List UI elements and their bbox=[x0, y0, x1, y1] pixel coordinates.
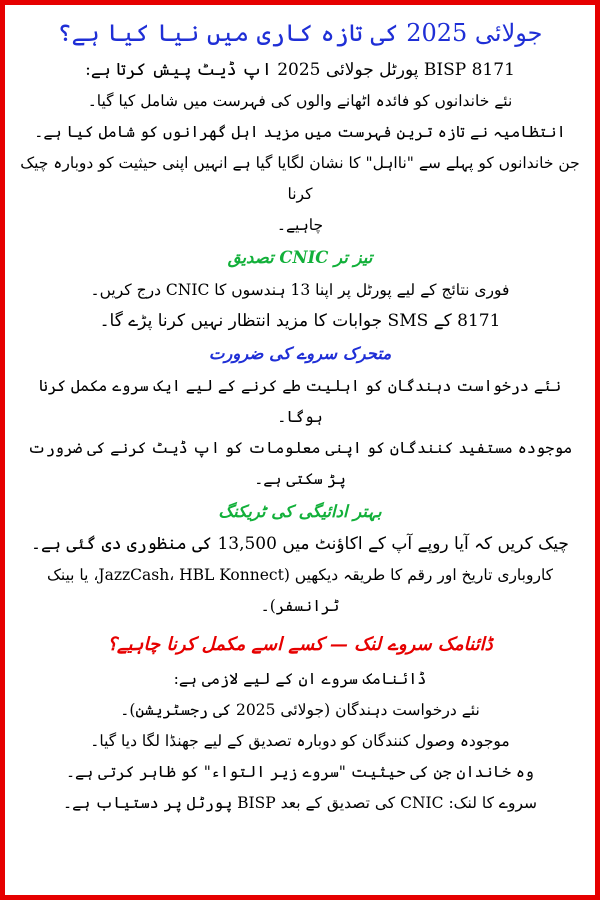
cnic-point: 8171 کے SMS جوابات کا مزید انتظار نہیں کرنا پڑے گا۔ bbox=[99, 311, 501, 331]
survey-point: سروے کا لنک: CNIC کی تصدیق کے بعد BISP پورٹل پر دستیاب ہے۔ bbox=[62, 794, 538, 812]
intro-point: چاہیے۔ bbox=[276, 216, 324, 234]
article-body bbox=[19, 13, 581, 887]
section-heading-survey-need: متحرک سروے کی ضرورت bbox=[208, 344, 392, 363]
section-heading-cnic: تیز تر CNIC تصدیق bbox=[227, 248, 373, 267]
intro-point: نئے خاندانوں کو فائدہ اٹھانے والوں کی فہرست میں شامل کیا گیا۔ bbox=[87, 92, 513, 110]
section-heading-payment: بہتر ادائیگی کی ٹریکنگ bbox=[218, 502, 382, 521]
survey-point: موجودہ وصول کنندگان کو دوبارہ تصدیق کے لیے جھنڈا لگا دیا گیا۔ bbox=[90, 732, 510, 750]
survey-point: نئے درخواست دہندگان (جولائی 2025 کی رجسٹریشن)۔ bbox=[120, 701, 480, 719]
survey-point: وہ خاندان جن کی حیثیت "سروے زیر التواء" کو ظاہر کرتی ہے۔ bbox=[65, 763, 535, 781]
survey-link-heading: ڈائنامک سروے لنک — کسے اسے مکمل کرنا چاہیے؟ bbox=[107, 634, 493, 655]
survey-lead: ڈائنامک سروے ان کے لیے لازمی ہے: bbox=[173, 670, 427, 688]
payment-point: کاروباری تاریخ اور رقم کا طریقہ دیکھیں (JazzCash، HBL Konnect، یا بینک bbox=[46, 566, 554, 584]
payment-point: ٹرانسفر)۔ bbox=[260, 597, 340, 615]
survey-need-point: نئے درخواست دہندگان کو اہلیت طے کرنے کے لیے ایک سروے مکمل کرنا ہوگا۔ bbox=[38, 377, 562, 426]
intro-point: انتظامیہ نے تازہ ترین فہرست میں مزید اہل گھرانوں کو شامل کیا ہے۔ bbox=[34, 123, 566, 141]
intro-point: جن خاندانوں کو پہلے سے "نااہل" کا نشان لگایا گیا ہے انہیں اپنی حیثیت کو دوبارہ چیک کرنا bbox=[20, 154, 580, 203]
page-title: جولائی 2025 کی تازہ کاری میں نیا کیا ہے؟ bbox=[57, 19, 543, 47]
survey-need-point: موجودہ مستفید کنندگان کو اپنی معلومات کو اپ ڈیٹ کرنے کی ضرورت پڑ سکتی ہے۔ bbox=[27, 439, 573, 488]
cnic-point: فوری نتائج کے لیے پورٹل پر اپنا 13 ہندسوں کا CNIC درج کریں۔ bbox=[90, 281, 510, 299]
payment-point: چیک کریں کہ آیا روپے آپ کے اکاؤنٹ میں 13,500 کی منظوری دی گئی ہے۔ bbox=[31, 534, 569, 554]
intro-line: BISP 8171 پورٹل جولائی 2025 اپ ڈیٹ پیش کرتا ہے: bbox=[85, 60, 515, 80]
